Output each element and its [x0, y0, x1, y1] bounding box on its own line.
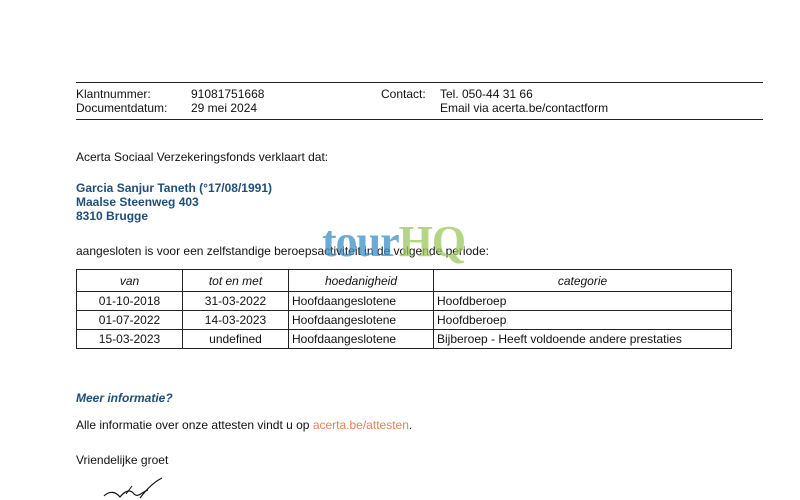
cell-tot-en-met: undefined	[183, 330, 289, 349]
watermark-logo	[322, 218, 465, 266]
contact-phone: Tel. 050-44 31 66	[440, 87, 533, 101]
cell-hoedanigheid: Hoofdaangeslotene	[289, 311, 434, 330]
cell-van: 01-10-2018	[77, 292, 183, 311]
contact-label: Contact:	[381, 87, 426, 101]
person-street: Maalse Steenweg 403	[76, 195, 199, 209]
header-bottom-rule	[76, 119, 763, 120]
cell-hoedanigheid: Hoofdaangeslotene	[289, 292, 434, 311]
col-header-categorie: categorie	[434, 270, 732, 292]
closing-text: Vriendelijke groet	[76, 453, 169, 467]
contact-email: Email via acerta.be/contactform	[440, 101, 609, 115]
table-row	[77, 330, 732, 349]
cell-van: 01-07-2022	[77, 311, 183, 330]
client-number-label: Klantnummer:	[76, 87, 151, 101]
header-top-rule	[76, 82, 763, 83]
person-city: 8310 Brugge	[76, 209, 149, 223]
more-info-text	[76, 418, 412, 432]
intro-text: Acerta Sociaal Verzekeringsfonds verklaart dat:	[76, 150, 329, 164]
watermark-part2: HQ	[398, 217, 466, 266]
period-table	[76, 269, 732, 349]
more-info-heading: Meer informatie?	[76, 391, 173, 405]
cell-hoedanigheid: Hoofdaangeslotene	[289, 330, 434, 349]
cell-categorie: Hoofdberoep	[434, 311, 732, 330]
more-info-suffix: .	[408, 418, 413, 432]
table-header-row	[77, 270, 732, 292]
cell-tot-en-met: 14-03-2023	[183, 311, 289, 330]
col-header-hoedanigheid: hoedanigheid	[289, 270, 434, 292]
watermark-part1: tour	[322, 217, 399, 266]
doc-date-value: 29 mei 2024	[191, 101, 258, 115]
statement-text: aangesloten is voor een zelfstandige beroepsactiviteit in de volgende periode:	[76, 244, 489, 258]
cell-categorie: Hoofdberoep	[434, 292, 732, 311]
doc-date-label: Documentdatum:	[76, 101, 168, 115]
client-number-value: 91081751668	[191, 87, 265, 101]
more-info-prefix: Alle informatie over onze attesten vindt u op	[76, 418, 313, 432]
cell-tot-en-met: 31-03-2022	[183, 292, 289, 311]
table-row	[77, 292, 732, 311]
cell-categorie: Bijberoep - Heeft voldoende andere prestaties	[434, 330, 732, 349]
attesten-link[interactable]: acerta.be/attesten	[312, 418, 409, 432]
col-header-van: van	[77, 270, 183, 292]
cell-van: 15-03-2023	[77, 330, 183, 349]
signature-image	[96, 470, 216, 500]
table-row	[77, 311, 732, 330]
col-header-tot-en-met: tot en met	[183, 270, 289, 292]
person-name: Garcia Sanjur Taneth (°17/08/1991)	[76, 181, 272, 195]
